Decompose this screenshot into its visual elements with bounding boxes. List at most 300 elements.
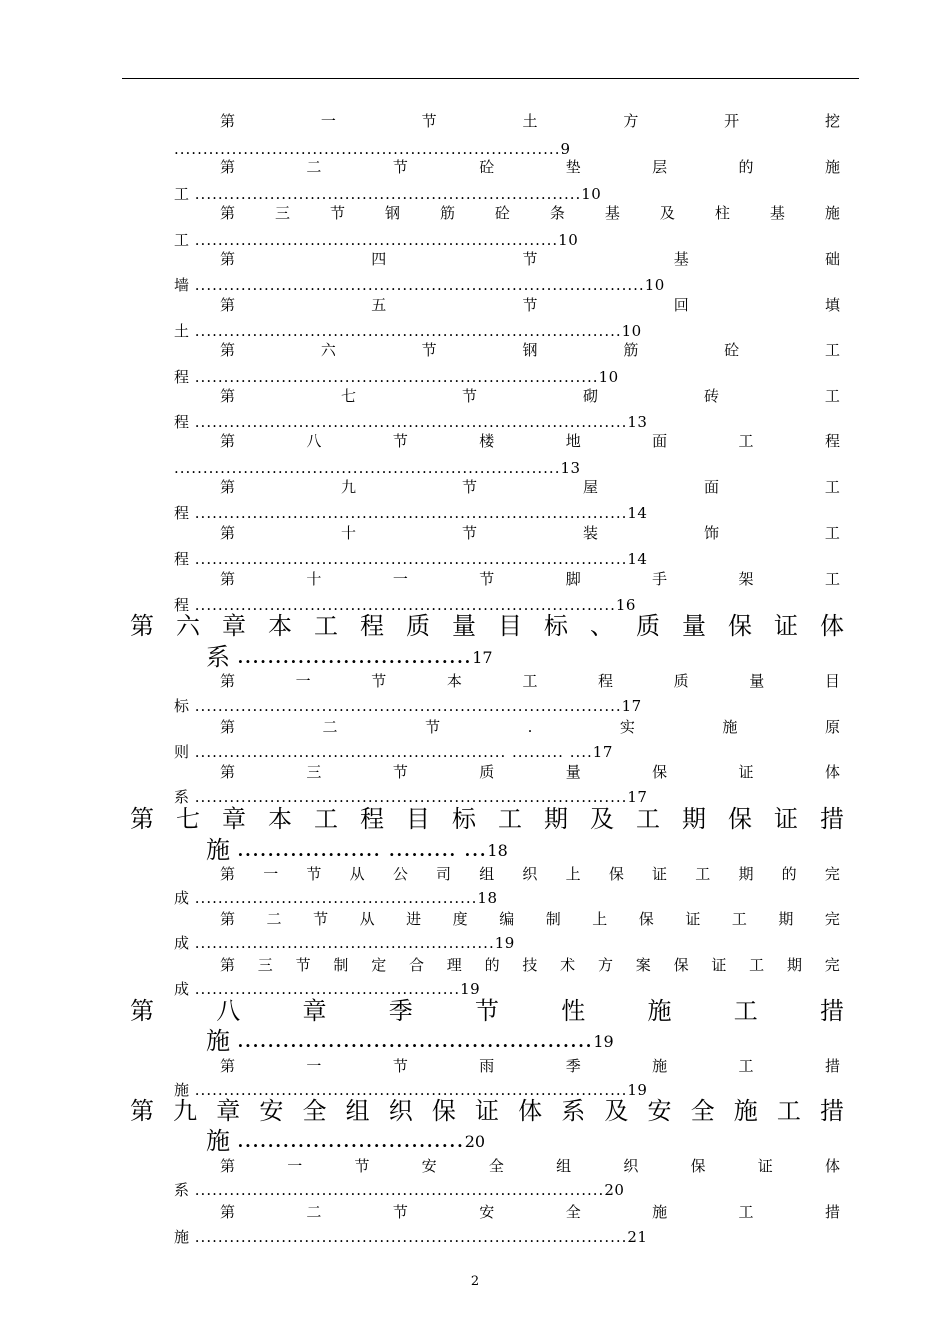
toc-title-char: 基 [673, 250, 689, 268]
toc-title-char: 施 [647, 997, 672, 1025]
toc-title-char: 一 [320, 112, 336, 130]
toc-title-char: 垫 [565, 158, 581, 176]
toc-title-char: 措 [820, 805, 844, 833]
toc-title-char: 本 [268, 612, 292, 640]
toc-title-char: 从 [349, 865, 365, 883]
toc-title-char: 证 [738, 763, 754, 781]
toc-title-char: 组 [345, 1097, 370, 1125]
toc-title-tail: 施 [206, 836, 230, 864]
toc-title-char: 方 [623, 112, 639, 130]
toc-leader-dots: ........................................................................... [189, 1228, 628, 1246]
toc-title-char: 第 [220, 250, 236, 268]
toc-title-char: 工 [636, 805, 660, 833]
toc-page-number: 19 [627, 1081, 648, 1099]
toc-page-number: 20 [604, 1181, 625, 1199]
toc-title-char: 第 [220, 296, 236, 314]
toc-entry-line1 [220, 204, 840, 222]
page-number: 2 [470, 1274, 480, 1289]
toc-title-char: 方 [597, 956, 613, 974]
toc-title-char: 节 [522, 250, 538, 268]
toc-title-char: 措 [820, 997, 844, 1025]
toc-title-char: 第 [220, 1157, 236, 1175]
toc-title-char: 第 [220, 1203, 236, 1221]
toc-entry-line1 [220, 718, 840, 736]
toc-title-char: 章 [222, 805, 246, 833]
toc-entry-line1 [220, 250, 840, 268]
toc-leader-dots: ............................... [230, 648, 473, 667]
toc-title-char: 程 [824, 432, 840, 450]
toc-entry-line2 [174, 1228, 647, 1246]
toc-title-char: 全 [488, 1157, 504, 1175]
toc-title-char: 程 [360, 805, 384, 833]
toc-title-char: 节 [461, 478, 477, 496]
toc-title-char: 一 [392, 570, 408, 588]
toc-title-char: 第 [220, 158, 236, 176]
toc-title-char: 第 [220, 387, 236, 405]
toc-title-char: 质 [673, 672, 689, 690]
toc-title-char: 筋 [439, 204, 455, 222]
toc-title-char: 九 [340, 478, 356, 496]
toc-title-char: 面 [703, 478, 719, 496]
toc-title-tail: 工 [174, 185, 190, 203]
toc-title-tail: 程 [174, 596, 190, 614]
toc-entry-line2 [174, 1181, 624, 1199]
toc-title-char: 节 [479, 570, 495, 588]
toc-chapter-line1 [130, 1097, 844, 1125]
toc-page-number: 10 [644, 276, 665, 294]
toc-title-char: 工 [733, 997, 758, 1025]
toc-title-char: 章 [216, 1097, 241, 1125]
toc-entry-line1 [220, 865, 840, 883]
toc-title-char: 全 [565, 1203, 581, 1221]
toc-title-char: 工 [824, 387, 840, 405]
toc-title-char: 节 [421, 112, 437, 130]
toc-title-char: 第 [220, 524, 236, 542]
toc-title-char: 量 [565, 763, 581, 781]
toc-title-tail: 施 [174, 1228, 190, 1246]
toc-title-char: 原 [824, 718, 840, 736]
toc-leader-dots: ...................................................................... [189, 368, 599, 386]
toc-page-number: 17 [627, 788, 648, 806]
toc-title-char: 节 [461, 524, 477, 542]
toc-page-number: 17 [592, 743, 613, 761]
toc-title-char: 楼 [479, 432, 495, 450]
toc-title-char: 八 [306, 432, 322, 450]
toc-title-char: 第 [220, 672, 236, 690]
toc-title-char: 钢 [384, 204, 400, 222]
toc-title-char: 节 [392, 1203, 408, 1221]
toc-title-char: 目 [498, 612, 522, 640]
toc-title-char: 术 [560, 956, 576, 974]
toc-title-char: 季 [388, 997, 413, 1025]
toc-title-char: 保 [638, 910, 654, 928]
toc-entry-line1 [220, 478, 840, 496]
toc-page-number: 17 [621, 697, 642, 715]
toc-title-char: 措 [824, 1057, 840, 1075]
toc-title-char: 保 [673, 956, 689, 974]
toc-title-char: 第 [220, 718, 236, 736]
toc-leader-dots: .................................................... [189, 934, 495, 952]
toc-title-char: 安 [647, 1097, 672, 1125]
toc-leader-dots: ................................................................... [174, 140, 561, 158]
toc-title-char: 保 [690, 1157, 706, 1175]
toc-title-char: 基 [604, 204, 620, 222]
toc-title-char: 系 [561, 1097, 586, 1125]
toc-title-char: 制 [333, 956, 349, 974]
toc-title-tail: 标 [174, 697, 190, 715]
toc-title-char: 织 [623, 1157, 639, 1175]
toc-title-tail: 墙 [174, 276, 190, 294]
toc-title-char: 开 [724, 112, 740, 130]
toc-title-tail: 系 [206, 643, 230, 671]
toc-entry-line2 [174, 697, 642, 715]
toc-title-char: 施 [824, 204, 840, 222]
toc-page-number: 14 [627, 504, 648, 522]
toc-title-char: 证 [685, 910, 701, 928]
toc-title-char: 保 [728, 805, 752, 833]
toc-title-char: 筋 [623, 341, 639, 359]
toc-title-char: 三 [257, 956, 273, 974]
toc-entry-line1 [220, 524, 840, 542]
toc-title-tail: 成 [174, 889, 190, 907]
toc-chapter-line1 [130, 805, 844, 833]
toc-title-char: 上 [592, 910, 608, 928]
toc-title-char: 二 [306, 158, 322, 176]
toc-title-char: 面 [652, 432, 668, 450]
toc-entry-line1 [220, 341, 840, 359]
toc-title-char: 目 [824, 672, 840, 690]
toc-leader-dots: .............................. [230, 1132, 465, 1151]
toc-title-tail: 程 [174, 550, 190, 568]
toc-entry-line1 [220, 158, 840, 176]
toc-leader-dots: ...................................................... ......... .... [189, 743, 593, 761]
toc-chapter-line1 [130, 612, 844, 640]
toc-title-char: 第 [220, 865, 236, 883]
toc-title-char: 节 [461, 387, 477, 405]
toc-title-char: 节 [371, 672, 387, 690]
toc-title-char: 标 [452, 805, 476, 833]
toc-title-char: 基 [769, 204, 785, 222]
toc-title-char: 八 [216, 997, 241, 1025]
toc-title-char: 七 [176, 805, 200, 833]
toc-title-char: 架 [738, 570, 754, 588]
toc-title-char: 期 [682, 805, 706, 833]
toc-entry-line1 [220, 763, 840, 781]
toc-title-char: 础 [824, 250, 840, 268]
toc-entry-line2 [174, 504, 647, 522]
toc-title-char: 节 [522, 296, 538, 314]
toc-title-char: 证 [475, 1097, 499, 1125]
toc-title-char: 期 [786, 956, 802, 974]
toc-title-char: 证 [774, 612, 798, 640]
toc-title-char: 节 [425, 718, 441, 736]
toc-title-char: 五 [371, 296, 387, 314]
toc-title-char: 节 [295, 956, 311, 974]
toc-title-char: 司 [436, 865, 452, 883]
toc-entry-line1 [220, 1057, 840, 1075]
toc-title-char: 填 [824, 296, 840, 314]
toc-entry-line1 [220, 112, 840, 130]
toc-title-char: 质 [479, 763, 495, 781]
toc-title-char: 证 [652, 865, 668, 883]
toc-title-char: 本 [446, 672, 462, 690]
toc-title-char: 十 [306, 570, 322, 588]
toc-title-tail: 工 [174, 231, 190, 249]
toc-title-char: 砼 [494, 204, 510, 222]
toc-title-char: 第 [220, 112, 236, 130]
toc-leader-dots: ........................................................................... [189, 550, 628, 568]
toc-leader-dots: ............................................................... [189, 231, 559, 249]
toc-title-char: 工 [749, 956, 765, 974]
toc-entry-line2 [174, 934, 515, 952]
toc-leader-dots: ................................................. [189, 889, 478, 907]
toc-page-number: 19 [460, 980, 481, 998]
toc-title-tail: 程 [174, 413, 190, 431]
toc-title-char: 工 [314, 612, 338, 640]
toc-title-char: 质 [406, 612, 430, 640]
toc-page-number: 10 [581, 185, 602, 203]
toc-title-char: 第 [130, 997, 154, 1025]
toc-title-char: 屋 [582, 478, 598, 496]
toc-title-char: 十 [340, 524, 356, 542]
toc-entry-line2 [174, 231, 578, 249]
toc-title-char: 保 [431, 1097, 456, 1125]
toc-title-char: 证 [757, 1157, 773, 1175]
toc-page-number: 19 [593, 1032, 614, 1051]
toc-chapter-line2 [130, 1127, 485, 1156]
toc-title-char: 节 [421, 341, 437, 359]
toc-title-char: 层 [652, 158, 668, 176]
toc-leader-dots: ................... ......... ... [230, 841, 488, 860]
toc-title-char: 工 [738, 1057, 754, 1075]
toc-title-char: 体 [518, 1097, 543, 1125]
toc-title-char: 六 [176, 612, 200, 640]
toc-title-char: 第 [220, 910, 236, 928]
toc-title-char: 证 [774, 805, 798, 833]
toc-title-char: 从 [359, 910, 375, 928]
toc-title-char: 措 [824, 1203, 840, 1221]
toc-title-char: 手 [652, 570, 668, 588]
toc-title-char: 工 [824, 524, 840, 542]
toc-page-number: 10 [558, 231, 579, 249]
toc-title-tail: 程 [174, 504, 190, 522]
toc-title-char: 第 [220, 478, 236, 496]
toc-title-char: 三 [274, 204, 290, 222]
toc-entry-line1 [220, 387, 840, 405]
toc-title-char: 程 [360, 612, 384, 640]
toc-title-char: 饰 [703, 524, 719, 542]
toc-entry-line1 [220, 570, 840, 588]
toc-title-char: 度 [452, 910, 468, 928]
toc-title-char: . [527, 718, 533, 736]
toc-title-char: 标 [544, 612, 568, 640]
toc-title-tail: 土 [174, 322, 190, 340]
toc-page-number: 18 [477, 889, 498, 907]
toc-title-char: 施 [824, 158, 840, 176]
toc-title-char: 完 [824, 910, 840, 928]
toc-leader-dots: ............................................... [230, 1032, 594, 1051]
toc-chapter-line2 [130, 643, 493, 672]
toc-entry-line2 [174, 459, 581, 477]
toc-title-char: 安 [421, 1157, 437, 1175]
toc-page-number: 16 [615, 596, 636, 614]
toc-title-char: 章 [302, 997, 327, 1025]
toc-title-char: 及 [659, 204, 675, 222]
toc-leader-dots: ......................................................................... [189, 596, 616, 614]
toc-title-char: 二 [322, 718, 338, 736]
toc-title-char: 工 [738, 432, 754, 450]
toc-leader-dots: ................................................................... [174, 459, 561, 477]
toc-title-char: 安 [259, 1097, 284, 1125]
toc-title-char: 节 [329, 204, 345, 222]
toc-title-char: 季 [565, 1057, 581, 1075]
toc-title-char: 一 [306, 1057, 322, 1075]
toc-title-char: 完 [824, 865, 840, 883]
toc-title-char: 第 [130, 612, 154, 640]
toc-title-char: 土 [522, 112, 538, 130]
toc-title-char: 工 [731, 910, 747, 928]
toc-title-char: 一 [295, 672, 311, 690]
toc-title-char: 章 [222, 612, 246, 640]
toc-title-tail: 施 [206, 1127, 230, 1155]
toc-title-char: 第 [220, 204, 236, 222]
toc-title-char: 一 [287, 1157, 303, 1175]
toc-title-char: 六 [320, 341, 336, 359]
toc-title-char: 全 [302, 1097, 327, 1125]
toc-title-tail: 系 [174, 788, 190, 806]
toc-title-char: 地 [565, 432, 581, 450]
toc-page-number: 10 [621, 322, 642, 340]
toc-leader-dots: .............................................................................. [189, 276, 645, 294]
toc-entry-line2 [174, 413, 647, 431]
toc-entry-line1 [220, 672, 840, 690]
toc-title-char: 节 [306, 865, 322, 883]
toc-title-tail: 成 [174, 934, 190, 952]
toc-leader-dots: ........................................................................... [189, 788, 628, 806]
toc-leader-dots: ........................................................................... [189, 413, 628, 431]
toc-title-char: 体 [824, 763, 840, 781]
toc-title-char: 及 [590, 805, 614, 833]
toc-title-char: 砼 [724, 341, 740, 359]
toc-title-char: 工 [824, 478, 840, 496]
toc-title-char: 性 [561, 997, 586, 1025]
toc-title-char: 案 [635, 956, 651, 974]
toc-page-number: 17 [472, 648, 493, 667]
toc-title-char: 的 [738, 158, 754, 176]
toc-title-char: 脚 [565, 570, 581, 588]
toc-title-char: 节 [392, 158, 408, 176]
toc-title-char: 织 [388, 1097, 413, 1125]
toc-title-char: 上 [565, 865, 581, 883]
toc-title-char: 回 [673, 296, 689, 314]
toc-title-char: 七 [340, 387, 356, 405]
toc-title-char: 节 [313, 910, 329, 928]
toc-leader-dots: ................................................................... [189, 185, 582, 203]
toc-title-char: 技 [522, 956, 538, 974]
toc-title-char: 量 [749, 672, 765, 690]
toc-title-char: 质 [636, 612, 660, 640]
toc-title-char: 全 [690, 1097, 715, 1125]
toc-title-char: 九 [173, 1097, 198, 1125]
toc-leader-dots: .......................................................................... [189, 322, 622, 340]
toc-title-char: 、 [590, 612, 614, 640]
toc-title-char: 工 [824, 341, 840, 359]
toc-entry-line1 [220, 910, 840, 928]
toc-title-char: 柱 [714, 204, 730, 222]
toc-title-char: 砼 [479, 158, 495, 176]
toc-title-char: 施 [733, 1097, 758, 1125]
toc-page-number: 13 [560, 459, 581, 477]
toc-page-number: 18 [487, 841, 508, 860]
toc-title-char: 进 [406, 910, 422, 928]
toc-title-char: 保 [608, 865, 624, 883]
toc-entry-line2 [174, 743, 613, 761]
toc-title-char: 保 [652, 763, 668, 781]
toc-page-number: 20 [464, 1132, 486, 1151]
toc-title-char: 目 [406, 805, 430, 833]
toc-page-number: 9 [560, 140, 571, 158]
toc-title-char: 第 [220, 1057, 236, 1075]
toc-title-char: 安 [479, 1203, 495, 1221]
toc-title-char: 本 [268, 805, 292, 833]
toc-title-tail: 程 [174, 368, 190, 386]
toc-title-char: 挖 [824, 112, 840, 130]
toc-title-char: 第 [220, 432, 236, 450]
toc-title-char: 体 [824, 1157, 840, 1175]
toc-page-number: 21 [627, 1228, 648, 1246]
toc-title-char: 第 [130, 805, 154, 833]
toc-title-char: 定 [371, 956, 387, 974]
toc-title-char: 完 [824, 956, 840, 974]
toc-title-char: 合 [408, 956, 424, 974]
toc-entry-line2 [174, 185, 601, 203]
toc-title-char: 工 [738, 1203, 754, 1221]
toc-title-char: 施 [652, 1203, 668, 1221]
toc-title-char: 第 [130, 1097, 154, 1125]
toc-title-char: 组 [479, 865, 495, 883]
toc-chapter-line1 [130, 997, 844, 1025]
toc-leader-dots: ....................................................................... [189, 1181, 605, 1199]
toc-title-tail: 成 [174, 980, 190, 998]
toc-title-char: 三 [306, 763, 322, 781]
toc-entry-line2 [174, 322, 642, 340]
toc-leader-dots: .............................................. [189, 980, 461, 998]
toc-title-tail: 施 [206, 1027, 230, 1055]
toc-title-char: 期 [738, 865, 754, 883]
toc-title-char: 编 [499, 910, 515, 928]
toc-entry-line1 [220, 956, 840, 974]
toc-title-char: 的 [781, 865, 797, 883]
toc-leader-dots: ........................................................................... [189, 504, 628, 522]
toc-title-char: 措 [820, 1097, 844, 1125]
toc-title-char: 砌 [582, 387, 598, 405]
toc-title-char: 雨 [479, 1057, 495, 1075]
toc-entry-line1 [220, 432, 840, 450]
toc-title-char: 制 [545, 910, 561, 928]
toc-title-char: 期 [778, 910, 794, 928]
toc-title-char: 节 [392, 1057, 408, 1075]
toc-title-char: 保 [728, 612, 752, 640]
toc-title-char: 节 [392, 432, 408, 450]
toc-title-char: 工 [824, 570, 840, 588]
toc-title-char: 理 [446, 956, 462, 974]
toc-entry-line2 [174, 550, 647, 568]
toc-title-char: 组 [556, 1157, 572, 1175]
toc-page-number: 10 [598, 368, 619, 386]
toc-entry-line2 [174, 980, 480, 998]
toc-title-char: 节 [475, 997, 499, 1025]
toc-title-tail: 系 [174, 1181, 190, 1199]
